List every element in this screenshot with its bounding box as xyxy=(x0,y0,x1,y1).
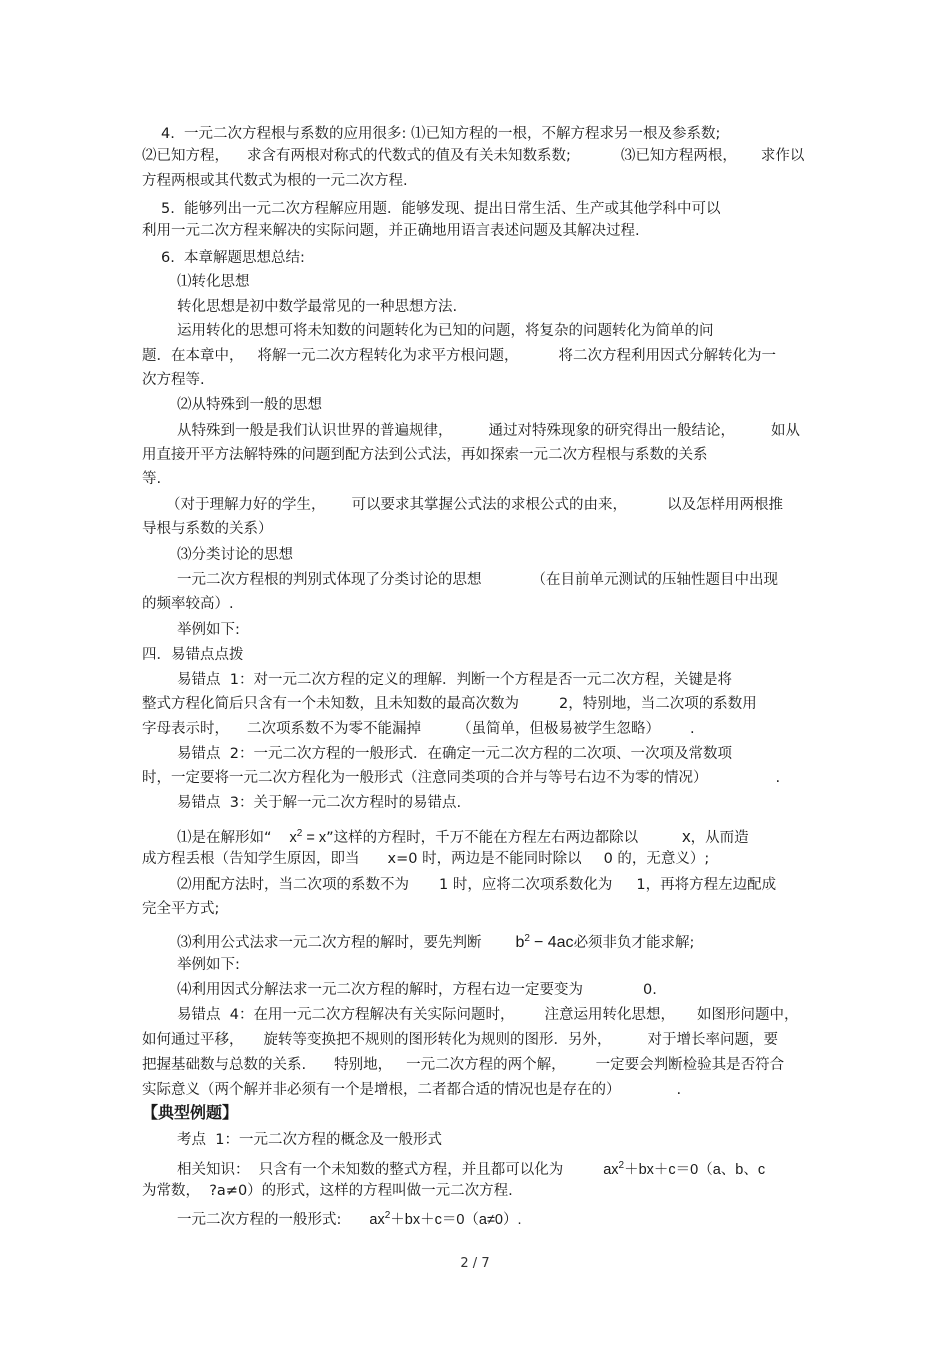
text-line xyxy=(161,124,720,144)
text-line xyxy=(177,744,732,764)
text-line xyxy=(142,146,804,166)
text-line xyxy=(142,1181,513,1201)
math-exponent: 2 xyxy=(296,828,303,839)
text-line xyxy=(142,445,708,465)
text-line xyxy=(177,670,732,690)
text-line xyxy=(161,248,305,268)
text-line xyxy=(142,346,776,366)
line-text: 相关知识： 只含有一个未知数的整式方程，并且都可以化为 xyxy=(177,1161,564,1178)
line-text: 特别地， xyxy=(334,1057,393,1073)
text-line xyxy=(166,495,783,515)
text-line xyxy=(142,221,640,241)
line-text: 必须非负才能求解; xyxy=(573,934,695,951)
line-text: 的频率较高）. xyxy=(142,596,234,612)
line-text: 易错点 3：关于解一元二次方程时的易错点. xyxy=(177,795,462,811)
line-text: 如从 xyxy=(771,423,800,439)
line-text: 次方程等. xyxy=(142,372,205,388)
text-line xyxy=(177,980,657,1000)
line-text: 转化思想是初中数学最常见的一种思想方法. xyxy=(177,299,458,315)
math-var: x xyxy=(289,829,297,846)
line-text: 实际意义（两个解并非必须有一个是增根，二者都合适的情况也是存在的） xyxy=(142,1082,621,1098)
math-expr: ax xyxy=(603,1161,619,1178)
text-line xyxy=(161,199,721,219)
line-text: 用直接开平方法解特殊的问题到配方法到公式法，再如探索一元二次方程根与系数的关系 xyxy=(142,447,708,463)
math-exponent: 2 xyxy=(384,1210,391,1221)
text-line xyxy=(177,421,800,441)
line-text: 通过对特殊现象的研究得出一般结论， xyxy=(488,423,735,439)
text-line xyxy=(142,1030,778,1050)
text-line xyxy=(177,545,293,565)
math-var: b xyxy=(515,933,525,951)
line-text: . xyxy=(676,1082,682,1098)
line-text: 时，一定要将一元二次方程化为一般形式（注意同类项的合并与等号右边不为零的情况） xyxy=(142,770,708,786)
text-line xyxy=(177,1005,798,1025)
line-text: 为常数， ?a≠0）的形式，这样的方程叫做一元二次方程. xyxy=(142,1183,513,1199)
text-line xyxy=(142,171,408,191)
math-expr: ax xyxy=(369,1211,385,1228)
line-text: 易错点 1：对一元二次方程的定义的理解．判断一个方程是否一元二次方程，关键是将 xyxy=(177,672,732,688)
section-heading xyxy=(142,1103,238,1123)
line-text: 可以要求其掌握公式法的求根公式的由来， xyxy=(351,497,627,513)
text-line xyxy=(177,297,457,317)
math-exponent: 2 xyxy=(618,1160,625,1171)
line-text: ⑶已知方程两根， xyxy=(620,148,737,164)
line-text: 1，再将方程左边配成 xyxy=(636,877,777,893)
text-line xyxy=(142,849,709,869)
line-text: 5. 能够列出一元二次方程解应用题．能够发现、提出日常生活、生产或其他学科中可以 xyxy=(161,201,721,217)
line-text: 0 的，无意义）; xyxy=(603,851,710,867)
line-text: 求作以 xyxy=(760,148,805,164)
line-text: 把握基础数与总数的关系. xyxy=(142,1057,307,1073)
line-text: （虽简单，但极易被学生忽略） xyxy=(457,721,660,737)
line-text: 将解一元二次方程转化为求平方根问题， xyxy=(257,348,519,364)
line-text: 易错点 4：在用一元二次方程解决有关实际问题时， xyxy=(177,1007,515,1023)
text-line xyxy=(142,1055,784,1075)
line-text: 考点 1：一元二次方程的概念及一般形式 xyxy=(177,1132,442,1148)
line-text: ⑴是在解形如“ xyxy=(177,829,272,846)
line-text: 将二次方程利用因式分解转化为一 xyxy=(558,348,776,364)
line-text: 以及怎样用两根推 xyxy=(667,497,783,513)
line-text: ⑷利用因式分解法求一元二次方程的解时，方程右边一定要变为 xyxy=(177,982,583,998)
text-line xyxy=(142,694,757,714)
text-line xyxy=(142,768,780,788)
math-expr: − 4ac xyxy=(533,933,574,951)
text-line xyxy=(142,899,219,919)
text-line xyxy=(142,519,273,539)
page-number: 2 / 7 xyxy=(460,1256,490,1271)
line-text: ⑶分类讨论的思想 xyxy=(177,547,293,563)
line-text: ”这样的方程时，千万不能在方程左右两边都除以 xyxy=(326,829,639,846)
line-text: 方程两根或其代数式为根的一元二次方程. xyxy=(142,173,408,189)
line-text: 如图形问题中， xyxy=(696,1007,799,1023)
line-text: 【典型例题】 xyxy=(142,1103,239,1122)
line-text: 一元二次方程根的判别式体现了分类讨论的思想 xyxy=(177,572,482,588)
line-text: 成方程丢根（告知学生原因，即当 xyxy=(142,851,360,867)
text-line xyxy=(177,620,240,640)
line-text: 旋转等变换把不规则的图形转化为规则的图形．另外， xyxy=(263,1032,612,1048)
line-text: 举例如下: xyxy=(177,622,240,638)
text-line xyxy=(177,1130,442,1150)
line-text: （在目前单元测试的压轴性题目中出现 xyxy=(531,572,778,588)
text-line xyxy=(142,469,161,489)
text-line xyxy=(177,1156,765,1180)
line-text: . xyxy=(690,721,695,737)
line-text: 易错点 2：一元二次方程的一般形式．在确定一元二次方程的二次项、一次项及常数项 xyxy=(177,746,732,762)
line-text: x=0 时，两边是不能同时除以 xyxy=(387,851,582,867)
text-line xyxy=(142,594,234,614)
math-expr: ＋bx＋c＝0（a、b、c xyxy=(624,1161,766,1178)
line-text: 四．易错点点拨 xyxy=(142,647,244,663)
text-line xyxy=(177,955,240,975)
section-heading xyxy=(142,645,244,665)
line-text: ⑵用配方法时，当二次项的系数不为 xyxy=(177,877,409,893)
math-exponent: 2 xyxy=(524,933,530,944)
line-text: 运用转化的思想可将未知数的问题转化为已知的问题，将复杂的问题转化为简单的问 xyxy=(177,323,714,339)
line-text: ⑵从特殊到一般的思想 xyxy=(177,397,322,413)
line-text: 0. xyxy=(643,982,657,998)
line-text: ⑴转化思想 xyxy=(177,274,250,290)
text-line xyxy=(177,395,322,415)
text-line xyxy=(177,272,250,292)
line-text: 一元二次方程的一般形式: xyxy=(177,1211,342,1228)
text-line xyxy=(177,875,776,895)
text-line xyxy=(177,1206,522,1230)
line-text: 2，特别地，当二次项的系数用 xyxy=(559,696,757,712)
line-text: 一元二次方程的两个解， xyxy=(406,1057,566,1073)
line-text: ，从而造 xyxy=(690,829,749,846)
line-text: 等. xyxy=(142,471,162,487)
math-expr: = x xyxy=(306,829,327,846)
line-text: 对于增长率问题，要 xyxy=(647,1032,778,1048)
line-text: 从特殊到一般是我们认识世界的普遍规律， xyxy=(177,423,453,439)
line-text: 整式方程化简后只含有一个未知数，且未知数的最高次数为 xyxy=(142,696,519,712)
line-text: 利用一元二次方程来解决的实际问题，并正确地用语言表述问题及其解决过程. xyxy=(142,223,640,239)
text-line xyxy=(142,719,695,739)
line-text: 二次项系数不为零不能漏掉 xyxy=(247,721,421,737)
line-text: 如何通过平移， xyxy=(142,1032,244,1048)
line-text: 6. 本章解题思想总结: xyxy=(161,250,305,266)
line-text: 一定要会判断检验其是否符合 xyxy=(595,1057,785,1073)
text-line xyxy=(177,793,461,813)
line-text: 举例如下: xyxy=(177,957,240,973)
line-text: 完全平方式; xyxy=(142,901,220,917)
line-text: ⑵已知方程， xyxy=(142,148,229,164)
line-text: 4. 一元二次方程根与系数的应用很多: ⑴已知方程的一根，不解方程求另一根及参系数; xyxy=(161,126,721,142)
math-var: x xyxy=(682,826,691,846)
line-text: 求含有两根对称式的代数式的值及有关未知数系数; xyxy=(247,148,571,164)
text-line xyxy=(142,370,205,390)
line-text: 1 时，应将二次项系数化为 xyxy=(439,877,613,893)
text-line xyxy=(177,321,714,341)
text-line xyxy=(142,1080,681,1100)
line-text: 字母表示时， xyxy=(142,721,229,737)
text-line xyxy=(177,570,778,590)
line-text: 题．在本章中， xyxy=(142,348,244,364)
line-text: . xyxy=(775,770,781,786)
line-text: （对于理解力好的学生， xyxy=(166,497,326,513)
math-expr: ＋bx＋c＝0（a≠0）. xyxy=(390,1211,522,1228)
text-line xyxy=(177,929,694,953)
text-line xyxy=(177,824,749,848)
line-text: ⑶利用公式法求一元二次方程的解时，要先判断 xyxy=(177,934,482,951)
line-text: 导根与系数的关系） xyxy=(142,521,273,537)
line-text: 注意运用转化思想， xyxy=(544,1007,675,1023)
